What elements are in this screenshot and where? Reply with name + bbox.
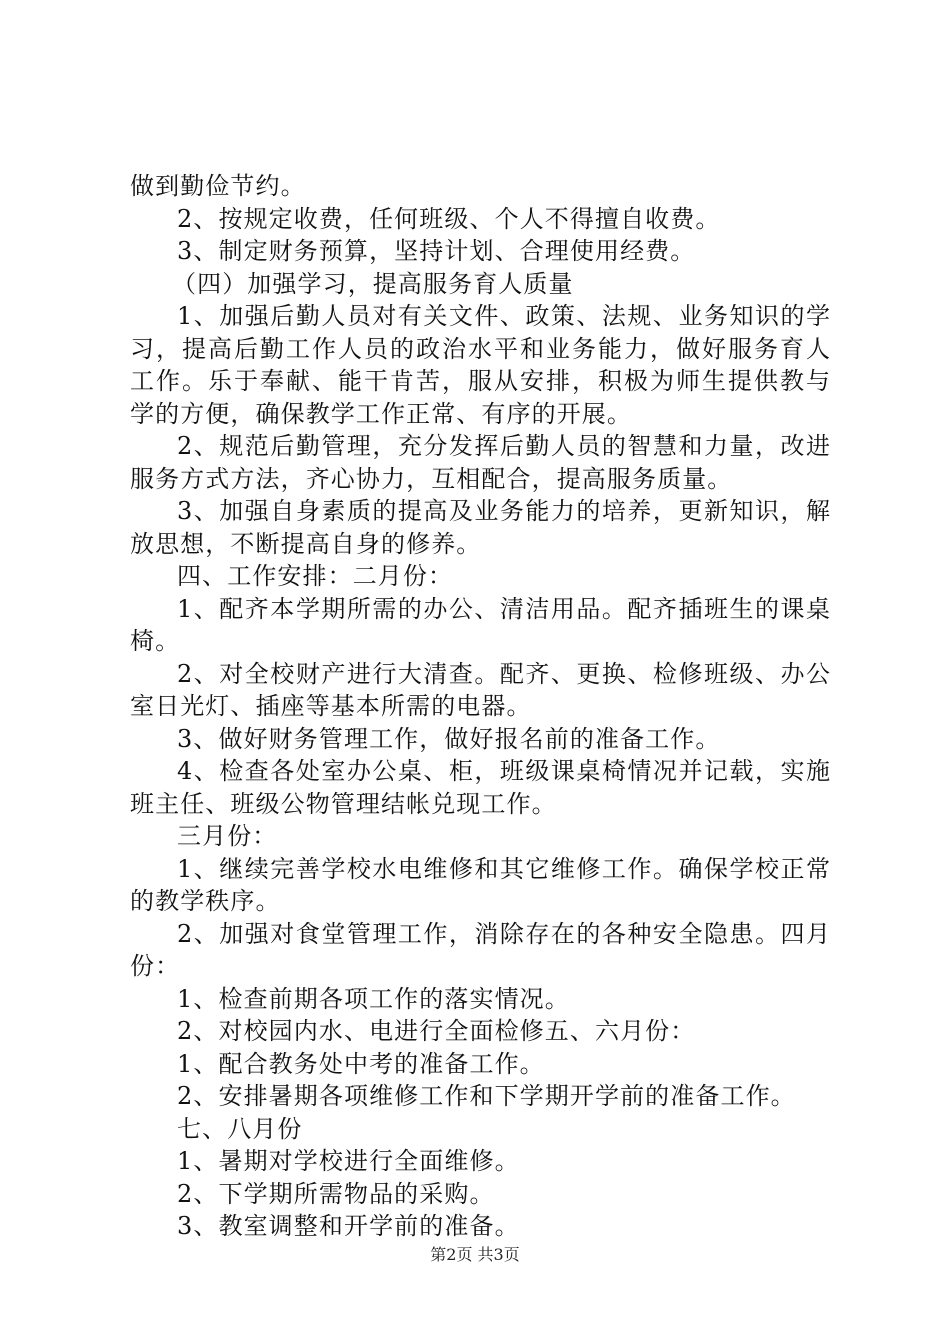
paragraph-line: 1、暑期对学校进行全面维修。 [177, 1147, 520, 1175]
paragraph-line: 3、加强自身素质的提高及业务能力的培养，更新知识，解 [177, 497, 830, 525]
paragraph-line: 2、下学期所需物品的采购。 [177, 1179, 495, 1208]
paragraph-line: 3、制定财务预算，坚持计划、合理使用经费。 [177, 237, 696, 265]
section-heading: 四、工作安排：二月份： [177, 562, 454, 590]
page-number-footer: 第2页 共3页 [430, 1245, 520, 1264]
paragraph-line: 2、加强对食堂管理工作，消除存在的各种安全隐患。四月 [177, 919, 830, 948]
paragraph-line: 工作。乐于奉献、能干肯苦，服从安排，积极为师生提供教与 [130, 367, 830, 395]
paragraph-line: 份： [130, 952, 181, 980]
paragraph-line: 2、对校园内水、电进行全面检修五、六月份： [177, 1017, 696, 1045]
paragraph-line: 服务方式方法，齐心协力，互相配合，提高服务质量。 [130, 464, 733, 493]
paragraph-line: 3、做好财务管理工作，做好报名前的准备工作。 [177, 724, 721, 753]
paragraph-line: 1、检查前期各项工作的落实情况。 [177, 984, 570, 1013]
section-heading: 七、八月份 [177, 1114, 303, 1143]
paragraph-line: 班主任、班级公物管理结帐兑现工作。 [130, 789, 557, 818]
paragraph-line: 椅。 [130, 627, 181, 655]
paragraph-line: 的教学秩序。 [130, 887, 281, 915]
paragraph-line: 1、继续完善学校水电维修和其它维修工作。确保学校正常 [177, 854, 830, 883]
document-body [130, 170, 830, 1243]
paragraph-line: 学的方便，确保教学工作正常、有序的开展。 [130, 399, 632, 428]
paragraph-line: 4、检查各处室办公桌、柜，班级课桌椅情况并记载，实施 [177, 757, 830, 785]
paragraph-line: 2、对全校财产进行大清查。配齐、更换、检修班级、办公 [177, 659, 830, 688]
paragraph-line: 习，提高后勤工作人员的政治水平和业务能力，做好服务育人 [130, 334, 830, 363]
paragraph-line: 2、按规定收费，任何班级、个人不得擅自收费。 [177, 204, 721, 233]
paragraph-line: 做到勤俭节约。 [130, 172, 306, 200]
paragraph-line: 2、规范后勤管理，充分发挥后勤人员的智慧和力量，改进 [177, 432, 830, 460]
paragraph-line: 放思想，不断提高自身的修养。 [130, 529, 482, 558]
paragraph-line: 1、配合教务处中考的准备工作。 [177, 1049, 545, 1078]
paragraph-line: 1、加强后勤人员对有关文件、政策、法规、业务知识的学 [177, 302, 830, 330]
paragraph-line: 3、教室调整和开学前的准备。 [177, 1212, 520, 1240]
section-heading: 三月份： [177, 822, 278, 850]
section-heading: （四）加强学习，提高服务育人质量 [172, 269, 574, 298]
paragraph-line: 1、配齐本学期所需的办公、清洁用品。配齐插班生的课桌 [177, 594, 830, 623]
paragraph-line: 2、安排暑期各项维修工作和下学期开学前的准备工作。 [177, 1082, 796, 1110]
paragraph-line: 室日光灯、插座等基本所需的电器。 [130, 692, 532, 720]
